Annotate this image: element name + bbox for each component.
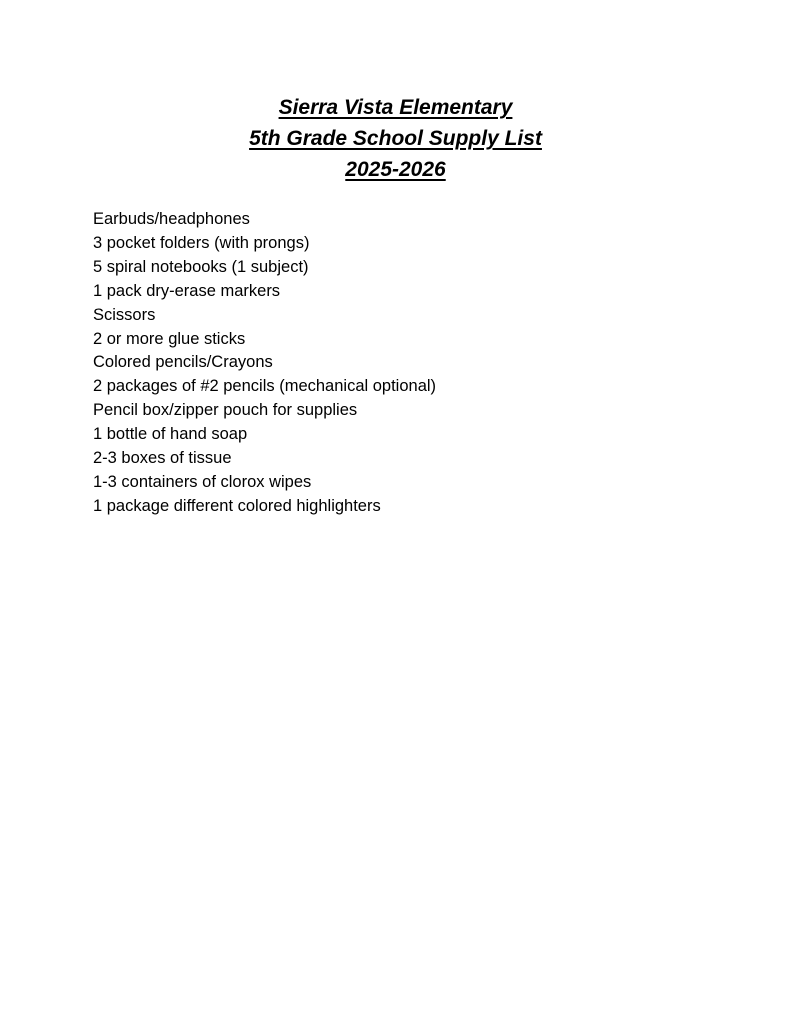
supply-item: 3 pocket folders (with prongs) — [93, 233, 310, 252]
supply-item: 1 package different colored highlighters — [93, 496, 381, 515]
supply-item: 5 spiral notebooks (1 subject) — [93, 257, 309, 276]
document-title — [0, 92, 791, 185]
supply-item: 2 packages of #2 pencils (mechanical optional) — [93, 377, 437, 396]
supply-item: 1 pack dry-erase markers — [93, 281, 281, 300]
list-title: 5th Grade School Supply List — [249, 127, 542, 150]
supply-item: 1-3 containers of clorox wipes — [93, 472, 312, 491]
supply-list — [93, 208, 436, 519]
supply-item: Scissors — [93, 305, 156, 324]
supply-item: Colored pencils/Crayons — [93, 353, 273, 372]
supply-item: Earbuds/headphones — [93, 210, 250, 228]
supply-item: 2-3 boxes of tissue — [93, 449, 232, 468]
school-year: 2025-2026 — [345, 158, 446, 181]
supply-item: 2 or more glue sticks — [93, 329, 246, 348]
supply-item: 1 bottle of hand soap — [93, 425, 248, 444]
school-name: Sierra Vista Elementary — [278, 96, 513, 119]
supply-item: Pencil box/zipper pouch for supplies — [93, 401, 358, 420]
